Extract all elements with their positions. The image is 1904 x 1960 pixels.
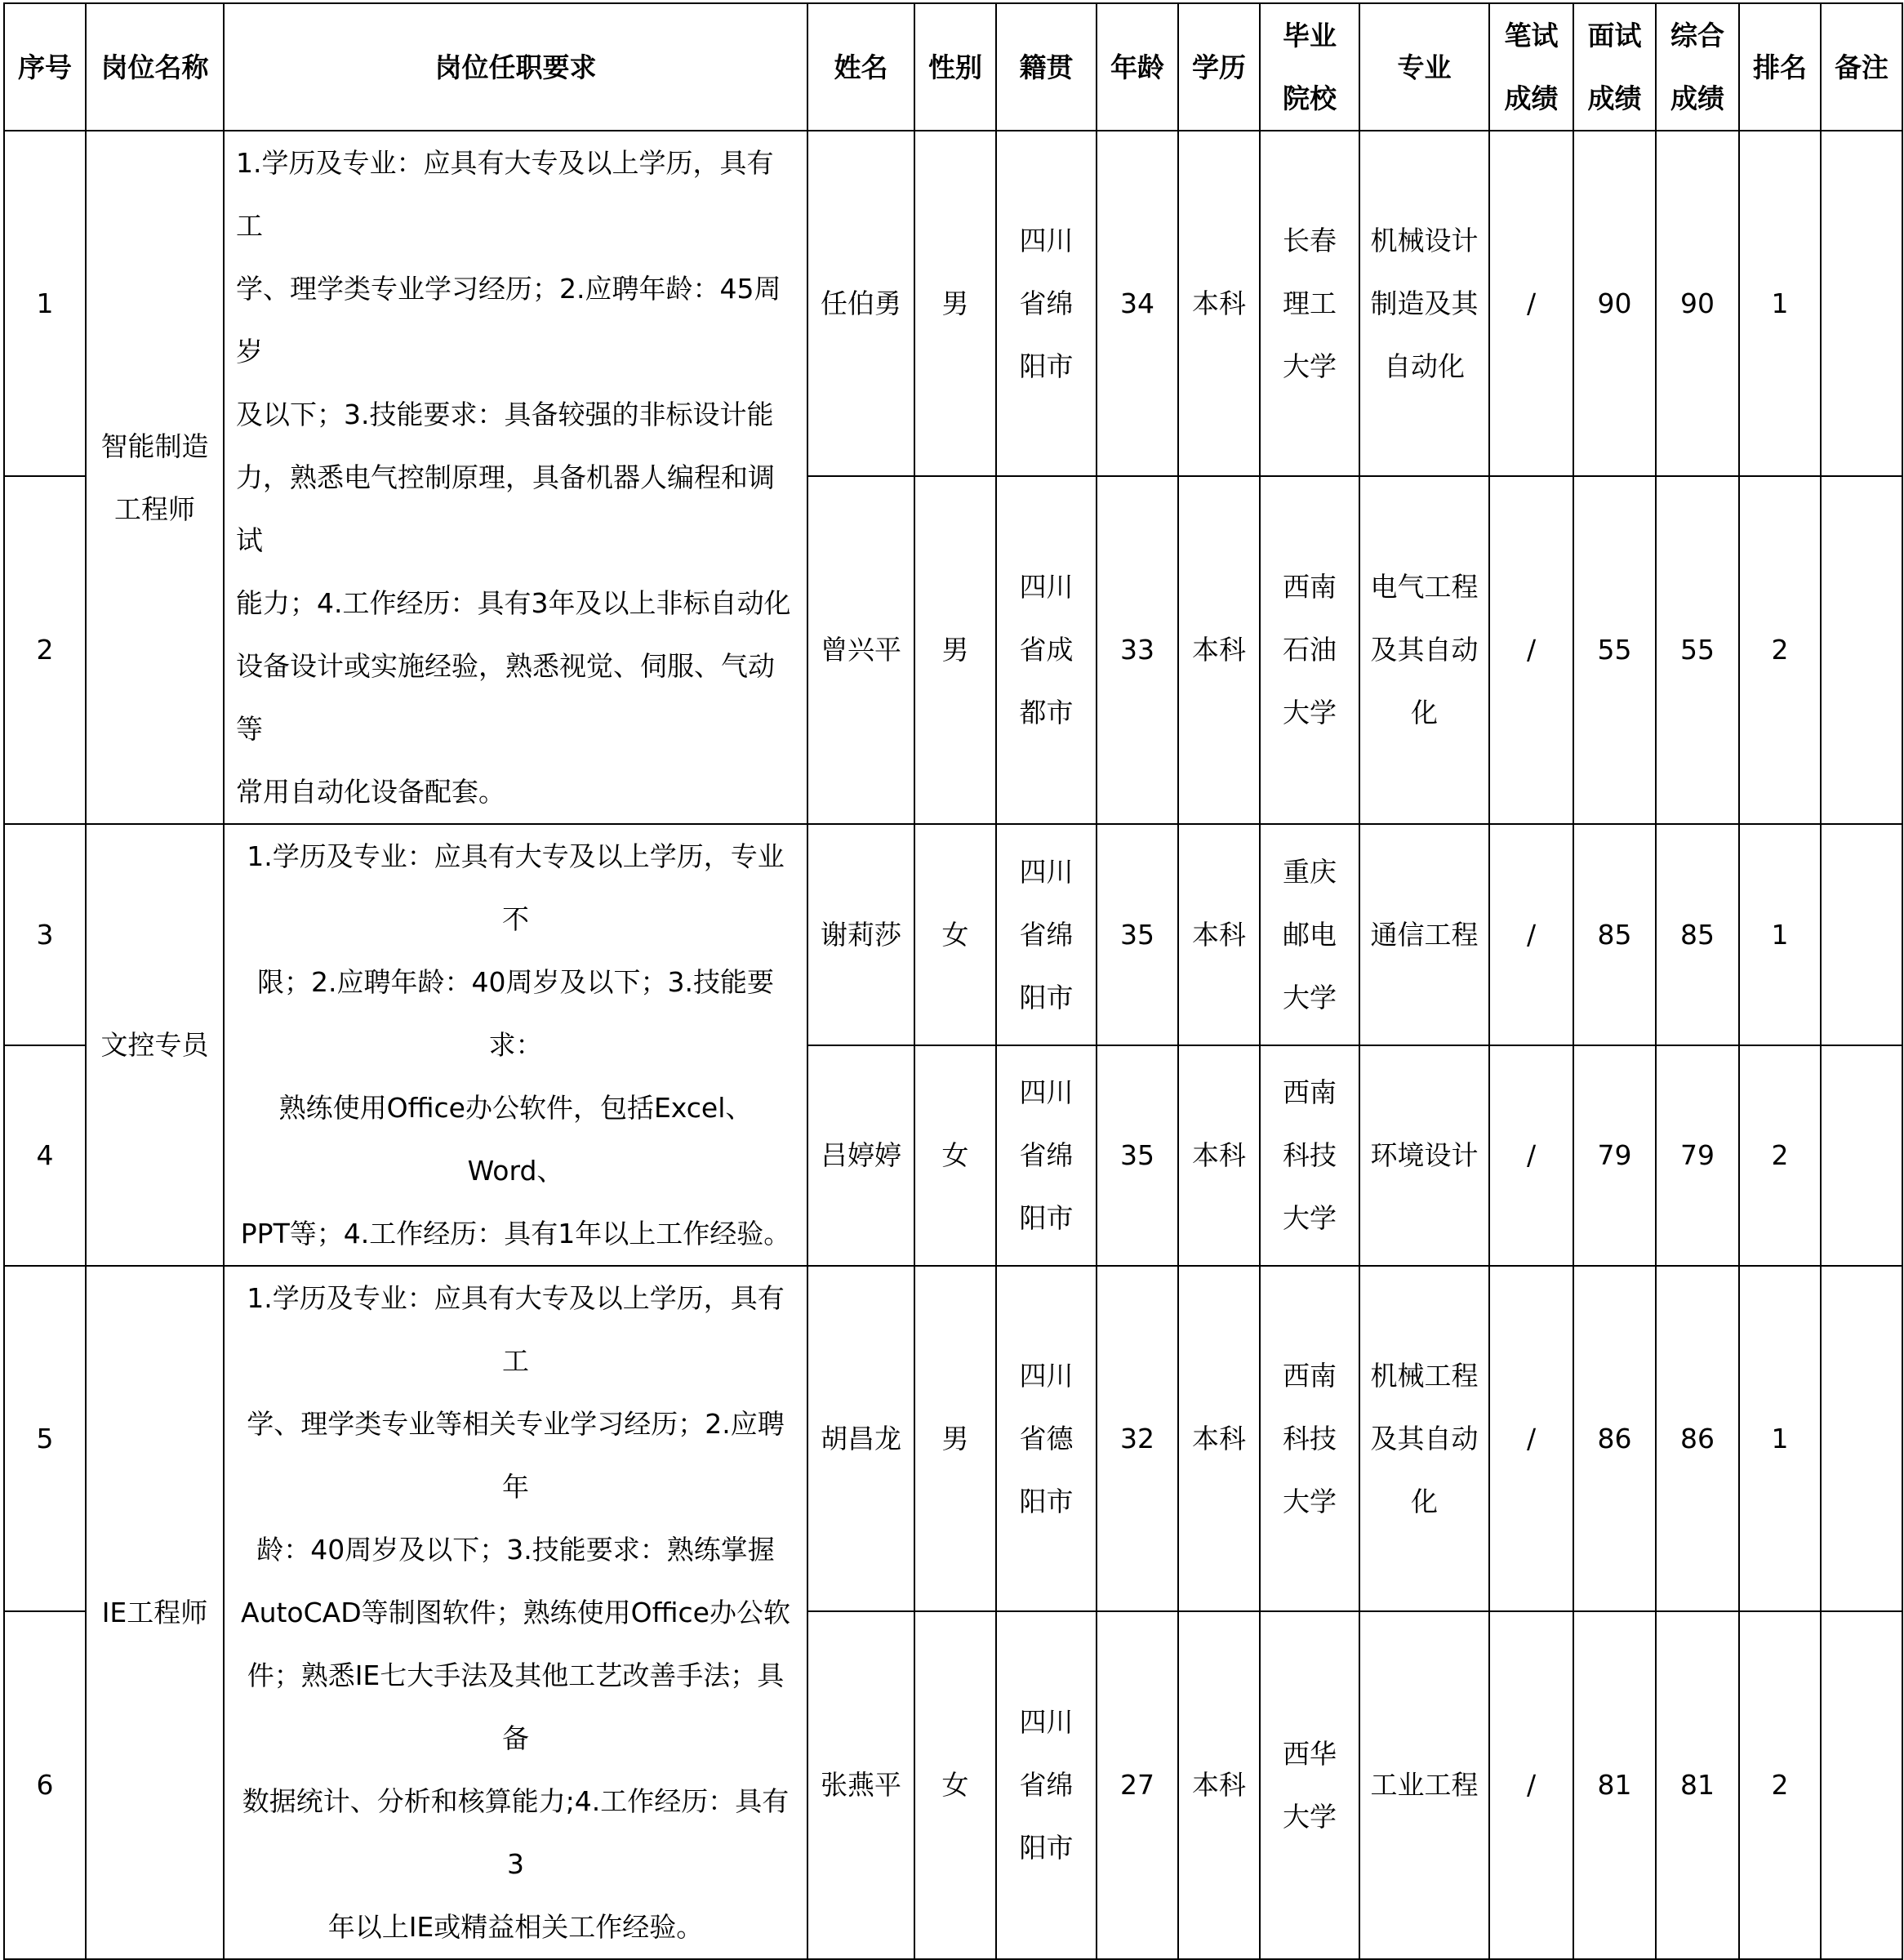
requirements-line: AutoCAD等制图软件；熟练使用Office办公软 xyxy=(241,1597,790,1628)
requirements-line: 数据统计、分析和核算能力;4.工作经历：具有3 xyxy=(242,1785,790,1880)
cell-major xyxy=(1359,1611,1489,1959)
cell-position xyxy=(86,824,224,1266)
cell-name: 任伯勇 xyxy=(807,131,914,476)
cell-education: 本科 xyxy=(1178,824,1260,1045)
origin-line: 省德 xyxy=(1019,1422,1074,1454)
origin-line: 四川 xyxy=(1019,224,1074,256)
cell-no: 1 xyxy=(4,131,86,476)
position-line: 智能制造 xyxy=(100,430,209,462)
school-line: 科技 xyxy=(1283,1422,1337,1454)
header-rank: 排名 xyxy=(1739,3,1821,131)
school-line: 大学 xyxy=(1283,697,1337,729)
header-total-score xyxy=(1656,3,1739,131)
header-major: 专业 xyxy=(1359,3,1489,131)
cell-note xyxy=(1821,131,1902,476)
cell-total-score: 79 xyxy=(1656,1045,1739,1267)
cell-name: 谢莉莎 xyxy=(807,824,914,1045)
cell-gender: 男 xyxy=(914,131,996,476)
school-line: 重庆 xyxy=(1283,855,1337,888)
header-written-line: 成绩 xyxy=(1504,82,1559,114)
requirements-line: 龄：40周岁及以下；3.技能要求：熟练掌握 xyxy=(256,1534,775,1566)
requirements-line: 1.学历及专业：应具有大专及以上学历，具有工 xyxy=(247,1282,785,1377)
major-line: 机械设计 xyxy=(1370,224,1479,256)
school-line: 科技 xyxy=(1283,1139,1337,1172)
cell-school xyxy=(1260,131,1359,476)
cell-education: 本科 xyxy=(1178,1045,1260,1267)
requirements-line: 设备设计或实施经验，熟悉视觉、伺服、气动等 xyxy=(236,650,775,745)
header-interview-line: 成绩 xyxy=(1587,82,1642,114)
cell-requirements xyxy=(224,824,807,1266)
origin-line: 省成 xyxy=(1019,634,1074,666)
cell-rank: 2 xyxy=(1739,1611,1821,1959)
cell-education: 本科 xyxy=(1178,1266,1260,1611)
school-line: 大学 xyxy=(1283,1202,1337,1235)
school-line: 理工 xyxy=(1283,287,1337,319)
origin-line: 四川 xyxy=(1019,1076,1074,1109)
cell-interview-score: 55 xyxy=(1573,476,1656,824)
cell-written-score: / xyxy=(1489,476,1573,824)
cell-note xyxy=(1821,1266,1902,1611)
cell-name: 胡昌龙 xyxy=(807,1266,914,1611)
header-position: 岗位名称 xyxy=(86,3,224,131)
cell-school xyxy=(1260,824,1359,1045)
origin-line: 阳市 xyxy=(1019,1202,1074,1235)
cell-gender: 男 xyxy=(914,1266,996,1611)
origin-line: 四川 xyxy=(1019,855,1074,888)
header-name: 姓名 xyxy=(807,3,914,131)
cell-note xyxy=(1821,1611,1902,1959)
requirements-line: 熟练使用Office办公软件，包括Excel、Word、 xyxy=(278,1092,753,1187)
cell-origin xyxy=(996,131,1097,476)
cell-gender: 女 xyxy=(914,1045,996,1267)
cell-written-score: / xyxy=(1489,1045,1573,1267)
cell-position xyxy=(86,131,224,824)
header-requirements: 岗位任职要求 xyxy=(224,3,807,131)
origin-line: 阳市 xyxy=(1019,981,1074,1013)
school-line: 邮电 xyxy=(1283,918,1337,951)
cell-age: 34 xyxy=(1097,131,1178,476)
major-line: 机械工程 xyxy=(1370,1359,1479,1392)
school-line: 大学 xyxy=(1283,1800,1337,1833)
cell-note xyxy=(1821,476,1902,824)
school-line: 西南 xyxy=(1283,1359,1337,1392)
major-line: 及其自动 xyxy=(1370,1422,1479,1454)
cell-total-score: 90 xyxy=(1656,131,1739,476)
major-line: 自动化 xyxy=(1384,350,1465,382)
position-line: 工程师 xyxy=(114,492,195,525)
position-line: 文控专员 xyxy=(100,1029,209,1061)
header-no: 序号 xyxy=(4,3,86,131)
school-line: 西南 xyxy=(1283,571,1337,604)
position-line: IE工程师 xyxy=(101,1597,208,1628)
cell-written-score: / xyxy=(1489,131,1573,476)
cell-requirements xyxy=(224,131,807,824)
header-note: 备注 xyxy=(1821,3,1902,131)
requirements-line: PPT等；4.工作经历：具有1年以上工作经验。 xyxy=(240,1218,791,1250)
cell-total-score: 55 xyxy=(1656,476,1739,824)
cell-major xyxy=(1359,131,1489,476)
header-written-line: 笔试 xyxy=(1504,20,1559,51)
cell-rank: 1 xyxy=(1739,824,1821,1045)
cell-requirements xyxy=(224,1266,807,1959)
requirements-line: 件；熟悉IE七大手法及其他工艺改善手法；具备 xyxy=(247,1659,785,1754)
origin-line: 阳市 xyxy=(1019,1832,1074,1864)
cell-total-score: 81 xyxy=(1656,1611,1739,1959)
cell-gender: 男 xyxy=(914,476,996,824)
cell-origin xyxy=(996,476,1097,824)
major-line: 通信工程 xyxy=(1370,918,1479,951)
school-line: 大学 xyxy=(1283,350,1337,382)
cell-school xyxy=(1260,1045,1359,1267)
cell-major xyxy=(1359,824,1489,1045)
header-school xyxy=(1260,3,1359,131)
cell-major xyxy=(1359,1266,1489,1611)
cell-age: 27 xyxy=(1097,1611,1178,1959)
cell-rank: 1 xyxy=(1739,1266,1821,1611)
cell-gender: 女 xyxy=(914,1611,996,1959)
cell-total-score: 85 xyxy=(1656,824,1739,1045)
cell-age: 35 xyxy=(1097,824,1178,1045)
header-interview-line: 面试 xyxy=(1587,20,1642,51)
origin-line: 都市 xyxy=(1019,697,1074,729)
cell-rank: 1 xyxy=(1739,131,1821,476)
cell-interview-score: 85 xyxy=(1573,824,1656,1045)
origin-line: 四川 xyxy=(1019,1359,1074,1392)
major-line: 工业工程 xyxy=(1370,1769,1479,1802)
requirements-line: 1.学历及专业：应具有大专及以上学历，具有工 xyxy=(236,147,774,242)
cell-gender: 女 xyxy=(914,824,996,1045)
cell-written-score: / xyxy=(1489,824,1573,1045)
origin-line: 省绵 xyxy=(1019,1139,1074,1172)
school-line: 西南 xyxy=(1283,1076,1337,1109)
major-line: 制造及其 xyxy=(1370,287,1479,319)
header-education: 学历 xyxy=(1178,3,1260,131)
major-line: 化 xyxy=(1411,697,1438,729)
table-row xyxy=(4,824,1902,1045)
cell-age: 33 xyxy=(1097,476,1178,824)
cell-interview-score: 90 xyxy=(1573,131,1656,476)
cell-total-score: 86 xyxy=(1656,1266,1739,1611)
cell-education: 本科 xyxy=(1178,476,1260,824)
cell-name: 张燕平 xyxy=(807,1611,914,1959)
header-total-line: 成绩 xyxy=(1670,82,1724,114)
school-line: 西华 xyxy=(1283,1737,1337,1770)
requirements-line: 学、理学类专业等相关专业学习经历；2.应聘年 xyxy=(247,1408,785,1503)
cell-school xyxy=(1260,476,1359,824)
cell-age: 32 xyxy=(1097,1266,1178,1611)
cell-origin xyxy=(996,1045,1097,1267)
cell-origin xyxy=(996,1611,1097,1959)
cell-written-score: / xyxy=(1489,1611,1573,1959)
cell-no: 3 xyxy=(4,824,86,1045)
cell-interview-score: 79 xyxy=(1573,1045,1656,1267)
cell-rank: 2 xyxy=(1739,476,1821,824)
cell-origin xyxy=(996,824,1097,1045)
origin-line: 四川 xyxy=(1019,1706,1074,1739)
requirements-line: 学、理学类专业学习经历；2.应聘年龄：45周岁 xyxy=(236,273,781,368)
header-interview-score xyxy=(1573,3,1656,131)
school-line: 大学 xyxy=(1283,981,1337,1013)
school-line: 大学 xyxy=(1283,1485,1337,1517)
cell-no: 6 xyxy=(4,1611,86,1959)
origin-line: 四川 xyxy=(1019,571,1074,604)
major-line: 环境设计 xyxy=(1370,1139,1479,1172)
header-gender: 性别 xyxy=(914,3,996,131)
header-row xyxy=(4,3,1902,131)
table-row xyxy=(4,131,1902,476)
cell-education: 本科 xyxy=(1178,1611,1260,1959)
cell-major xyxy=(1359,476,1489,824)
header-age: 年龄 xyxy=(1097,3,1178,131)
requirements-line: 力，熟悉电气控制原理，具备机器人编程和调试 xyxy=(236,461,775,556)
table-row xyxy=(4,1266,1902,1611)
cell-note xyxy=(1821,824,1902,1045)
header-origin: 籍贯 xyxy=(996,3,1097,131)
cell-written-score: / xyxy=(1489,1266,1573,1611)
header-total-line: 综合 xyxy=(1670,20,1724,51)
requirements-line: 1.学历及专业：应具有大专及以上学历，专业不 xyxy=(247,840,785,935)
requirements-line: 限；2.应聘年龄：40周岁及以下；3.技能要求： xyxy=(257,966,774,1061)
major-line: 化 xyxy=(1411,1485,1438,1517)
cell-major xyxy=(1359,1045,1489,1267)
requirements-line: 年以上IE或精益相关工作经验。 xyxy=(327,1911,704,1943)
cell-school xyxy=(1260,1611,1359,1959)
cell-rank: 2 xyxy=(1739,1045,1821,1267)
requirements-line: 能力；4.工作经历：具有3年及以上非标自动化 xyxy=(236,587,791,619)
major-line: 电气工程 xyxy=(1370,571,1479,604)
cell-school xyxy=(1260,1266,1359,1611)
cell-age: 35 xyxy=(1097,1045,1178,1267)
requirements-line: 及以下；3.技能要求：具备较强的非标设计能 xyxy=(236,399,774,430)
cell-no: 5 xyxy=(4,1266,86,1611)
cell-name: 吕婷婷 xyxy=(807,1045,914,1267)
requirements-line: 常用自动化设备配套。 xyxy=(236,776,505,808)
origin-line: 省绵 xyxy=(1019,1769,1074,1802)
cell-interview-score: 86 xyxy=(1573,1266,1656,1611)
header-school-line: 院校 xyxy=(1283,82,1337,114)
school-line: 长春 xyxy=(1283,224,1337,256)
cell-interview-score: 81 xyxy=(1573,1611,1656,1959)
header-written-score xyxy=(1489,3,1573,131)
header-school-line: 毕业 xyxy=(1283,20,1337,51)
origin-line: 省绵 xyxy=(1019,918,1074,951)
major-line: 及其自动 xyxy=(1370,634,1479,666)
origin-line: 阳市 xyxy=(1019,350,1074,382)
cell-no: 2 xyxy=(4,476,86,824)
origin-line: 阳市 xyxy=(1019,1485,1074,1517)
cell-no: 4 xyxy=(4,1045,86,1267)
results-table xyxy=(3,2,1903,1960)
origin-line: 省绵 xyxy=(1019,287,1074,319)
cell-origin xyxy=(996,1266,1097,1611)
cell-education: 本科 xyxy=(1178,131,1260,476)
school-line: 石油 xyxy=(1283,634,1337,666)
cell-name: 曾兴平 xyxy=(807,476,914,824)
cell-note xyxy=(1821,1045,1902,1267)
cell-position xyxy=(86,1266,224,1959)
